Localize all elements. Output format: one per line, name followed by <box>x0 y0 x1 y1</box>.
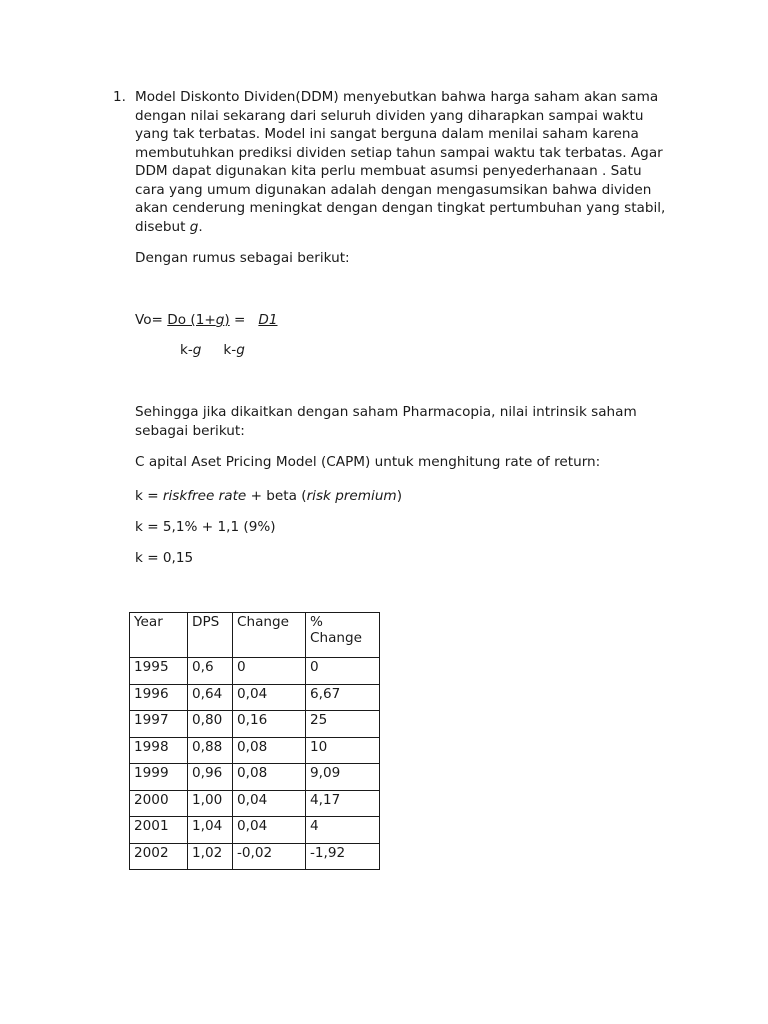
sehingga-line-2: sebagai berikut: <box>135 423 245 439</box>
cell-year: 1998 <box>130 737 188 764</box>
formula-term-do: Do (1+g) <box>167 312 230 328</box>
cell-pct-change: 6,67 <box>306 684 380 711</box>
table-row <box>130 658 380 685</box>
cell-change: -0,02 <box>233 843 306 870</box>
cell-dps: 0,64 <box>188 684 233 711</box>
header-dps: DPS <box>188 613 233 658</box>
paragraph-line-last: disebut g. <box>135 218 203 235</box>
cell-dps: 0,96 <box>188 764 233 791</box>
table-row <box>130 764 380 791</box>
capm-heading: C apital Aset Pricing Model (CAPM) untuk menghitung rate of return: <box>135 454 601 470</box>
header-change: Change <box>233 613 306 658</box>
cell-change: 0,04 <box>233 684 306 711</box>
cell-change: 0,08 <box>233 764 306 791</box>
cell-dps: 1,00 <box>188 790 233 817</box>
table-row <box>130 711 380 738</box>
paragraph-line: yang tak terbatas. Model ini sangat berguna dalam menilai saham karena <box>135 126 639 142</box>
header-year: Year <box>130 613 188 658</box>
cell-year: 1997 <box>130 711 188 738</box>
table-row <box>130 684 380 711</box>
cell-change: 0,16 <box>233 711 306 738</box>
cell-change: 0,04 <box>233 790 306 817</box>
formula-intro: Dengan rumus sebagai berikut: <box>135 250 350 266</box>
cell-year: 2001 <box>130 817 188 844</box>
table-header-row <box>130 613 380 658</box>
cell-dps: 0,80 <box>188 711 233 738</box>
cell-year: 2002 <box>130 843 188 870</box>
cell-dps: 0,6 <box>188 658 233 685</box>
list-number: 1. <box>113 89 126 105</box>
paragraph-line: akan cenderung meningkat dengan dengan tingkat pertumbuhan yang stabil, <box>135 200 666 216</box>
cell-pct-change: 10 <box>306 737 380 764</box>
k-formula: k = riskfree rate + beta (risk premium) <box>135 488 402 504</box>
cell-dps: 1,04 <box>188 817 233 844</box>
cell-change: 0,04 <box>233 817 306 844</box>
ddm-formula-denominator: k-g k-g <box>180 342 245 358</box>
cell-pct-change: 25 <box>306 711 380 738</box>
cell-year: 1999 <box>130 764 188 791</box>
cell-pct-change: 4 <box>306 817 380 844</box>
table-row <box>130 790 380 817</box>
k-result: k = 0,15 <box>135 550 194 566</box>
paragraph-line: Model Diskonto Dividen(DDM) menyebutkan bahwa harga saham akan sama <box>135 89 659 105</box>
table-row <box>130 737 380 764</box>
cell-dps: 1,02 <box>188 843 233 870</box>
cell-change: 0 <box>233 658 306 685</box>
cell-dps: 0,88 <box>188 737 233 764</box>
cell-year: 1995 <box>130 658 188 685</box>
cell-year: 1996 <box>130 684 188 711</box>
table-row <box>130 843 380 870</box>
sehingga-line-1: Sehingga jika dikaitkan dengan saham Pharmacopia, nilai intrinsik saham <box>135 404 637 420</box>
k-calculation: k = 5,1% + 1,1 (9%) <box>135 519 276 535</box>
ddm-formula-numerator: Vo= Do (1+g) = D1 <box>135 312 278 328</box>
header-pct-change: % Change <box>306 613 380 658</box>
paragraph-line: membutuhkan prediksi dividen setiap tahun sampai waktu tak terbatas. Agar <box>135 144 663 161</box>
paragraph-line: cara yang umum digunakan adalah dengan mengasumsikan bahwa dividen <box>135 181 652 198</box>
cell-year: 2000 <box>130 790 188 817</box>
cell-pct-change: 4,17 <box>306 790 380 817</box>
cell-pct-change: 9,09 <box>306 764 380 791</box>
cell-pct-change: 0 <box>306 658 380 685</box>
paragraph-line: DDM dapat digunakan kita perlu membuat asumsi penyederhanaan . Satu <box>135 163 642 179</box>
ddm-paragraph <box>135 88 695 236</box>
formula-term-d1: D1 <box>258 312 278 328</box>
cell-pct-change: -1,92 <box>306 843 380 870</box>
dps-table <box>129 612 380 870</box>
cell-change: 0,08 <box>233 737 306 764</box>
table-row <box>130 817 380 844</box>
paragraph-line: dengan nilai sekarang dari seluruh dividen yang diharapkan sampai waktu <box>135 107 644 124</box>
